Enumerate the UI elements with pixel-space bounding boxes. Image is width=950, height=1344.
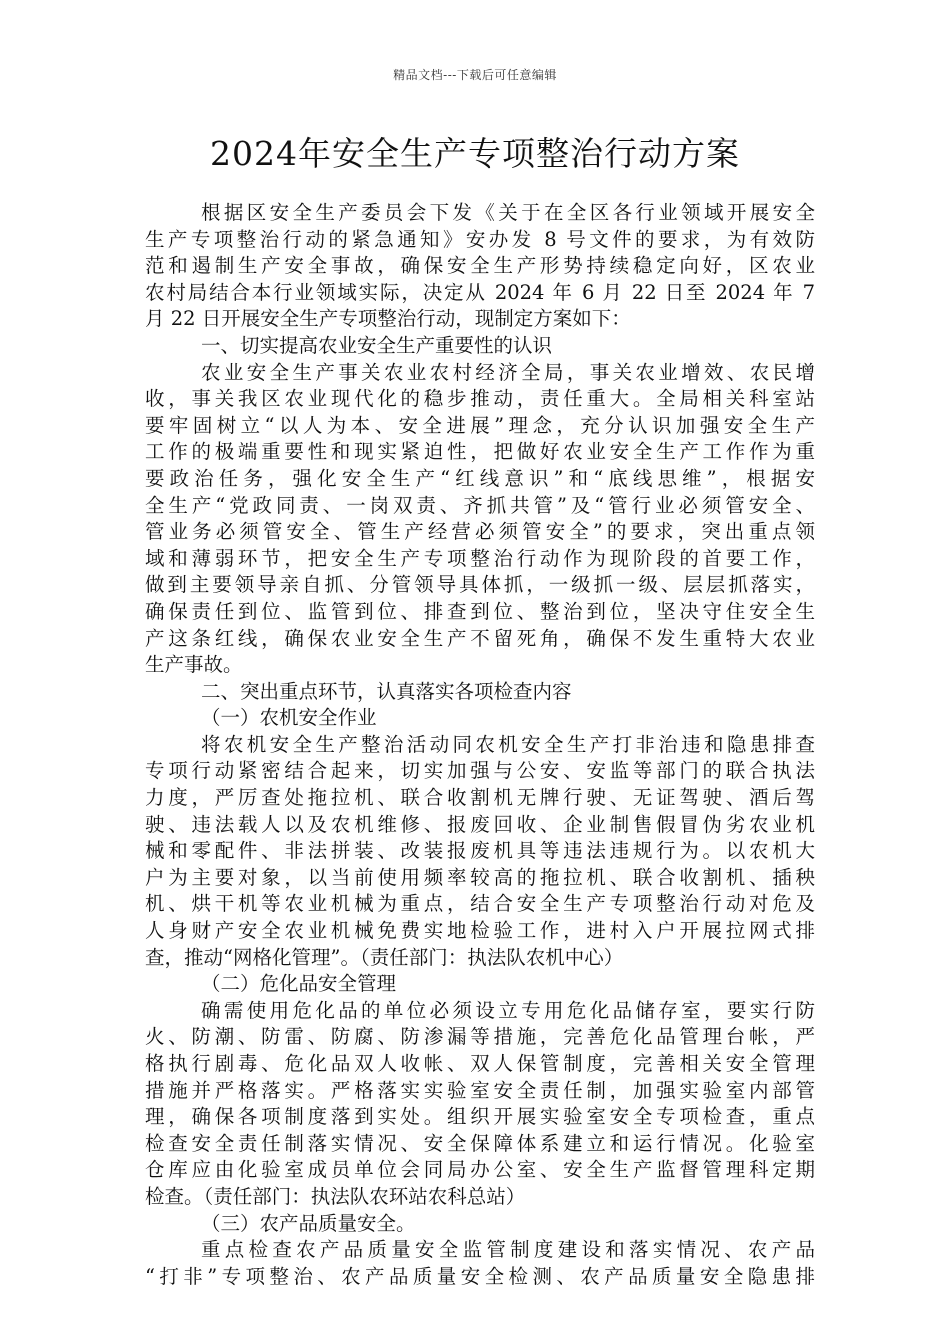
text-line: “打非”专项整治、农产品质量安全检测、农产品质量安全隐患排 xyxy=(145,1264,815,1288)
section-heading: 一、切实提高农业安全生产重要性的认识 xyxy=(201,333,553,357)
text-line: 月 22 日开展安全生产专项整治行动，现制定方案如下： xyxy=(145,307,631,331)
text-line: 查，推动“网格化管理”。（责任部门：执法队农机中心） xyxy=(145,945,624,969)
text-line: 产这条红线，确保农业安全生产不留死角，确保不发生重特大农业 xyxy=(145,626,815,650)
text-line: 要牢固树立“以人为本、安全进展”理念，充分认识加强安全生产 xyxy=(145,413,815,437)
subsection-heading: （一）农机安全作业 xyxy=(201,706,377,730)
text-line: 确需使用危化品的单位必须设立专用危化品储存室，要实行防 xyxy=(201,998,815,1022)
text-line: 力度，严厉查处拖拉机、联合收割机无牌行驶、无证驾驶、酒后驾 xyxy=(145,786,815,810)
text-line: 火、防潮、防雷、防腐、防渗漏等措施，完善危化品管理台帐，严 xyxy=(145,1025,815,1049)
text-line: 收，事关我区农业现代化的稳步推动，责任重大。全局相关科室站 xyxy=(145,387,815,411)
text-line: 检查。（责任部门：执法队农环站农科总站） xyxy=(145,1184,526,1208)
text-line: 生产专项整治行动的紧急通知》安办发 8 号文件的要求，为有效防 xyxy=(145,227,815,251)
text-line: 农业安全生产事关农业农村经济全局，事关农业增效、农民增 xyxy=(201,360,815,384)
text-line: 要政治任务，强化安全生产“红线意识”和“底线思维”，根据安 xyxy=(145,466,815,490)
header-watermark: 精品文档---下载后可任意编辑 xyxy=(393,68,557,82)
subsection-heading: （二）危化品安全管理 xyxy=(201,972,397,996)
text-line: 专项行动紧密结合起来，切实加强与公安、安监等部门的联合执法 xyxy=(145,759,815,783)
text-line: 管业务必须管安全、管生产经营必须管安全”的要求，突出重点领 xyxy=(145,520,815,544)
text-line: 人身财产安全农业机械免费实地检验工作，进村入户开展拉网式排 xyxy=(145,919,815,943)
text-line: 械和零配件、非法拼装、改装报废机具等违法违规行为。以农机大 xyxy=(145,839,815,863)
text-line: 全生产“党政同责、一岗双责、齐抓共管”及“管行业必须管安全、 xyxy=(145,493,815,517)
document-title: 2024年安全生产专项整治行动方案 xyxy=(210,134,740,173)
text-line: 生产事故。 xyxy=(145,653,243,677)
text-line: 驶、违法载人以及农机维修、报废回收、企业制售假冒伪劣农业机 xyxy=(145,812,815,836)
text-line: 确保责任到位、监管到位、排查到位、整治到位，坚决守住安全生 xyxy=(145,599,815,623)
text-line: 理，确保各项制度落到实处。组织开展实验室安全专项检查，重点 xyxy=(145,1105,815,1129)
text-line: 根据区安全生产委员会下发《关于在全区各行业领域开展安全 xyxy=(201,201,815,224)
text-line: 范和遏制生产安全事故，确保安全生产形势持续稳定向好，区农业 xyxy=(145,254,815,278)
text-line: 域和薄弱环节，把安全生产专项整治行动作为现阶段的首要工作， xyxy=(145,546,815,570)
document-body xyxy=(145,200,815,1290)
text-line: 仓库应由化验室成员单位会同局办公室、安全生产监督管理科定期 xyxy=(145,1158,815,1182)
text-line: 户为主要对象，以当前使用频率较高的拖拉机、联合收割机、插秧 xyxy=(145,865,815,889)
text-line: 检查安全责任制落实情况、安全保障体系建立和运行情况。化验室 xyxy=(145,1131,815,1155)
section-heading: 二、突出重点环节，认真落实各项检查内容 xyxy=(201,679,572,703)
text-line: 重点检查农产品质量安全监管制度建设和落实情况、农产品 xyxy=(201,1238,815,1262)
text-line: 做到主要领导亲自抓、分管领导具体抓，一级抓一级、层层抓落实， xyxy=(145,573,815,597)
text-line: 农村局结合本行业领域实际，决定从 2024 年 6 月 22 日至 2024 年 7 xyxy=(145,280,815,304)
subsection-heading: （三）农产品质量安全。 xyxy=(201,1211,416,1235)
text-line: 工作的极端重要性和现实紧迫性，把做好农业安全生产工作作为重 xyxy=(145,440,815,464)
text-line: 格执行剧毒、危化品双人收帐、双人保管制度，完善相关安全管理 xyxy=(145,1052,815,1075)
text-line: 机、烘干机等农业机械为重点，结合安全生产专项整治行动对危及 xyxy=(145,892,815,916)
text-line: 措施并严格落实。严格落实实验室安全责任制，加强实验室内部管 xyxy=(145,1078,815,1102)
text-line: 将农机安全生产整治活动同农机安全生产打非治违和隐患排查 xyxy=(201,732,815,756)
